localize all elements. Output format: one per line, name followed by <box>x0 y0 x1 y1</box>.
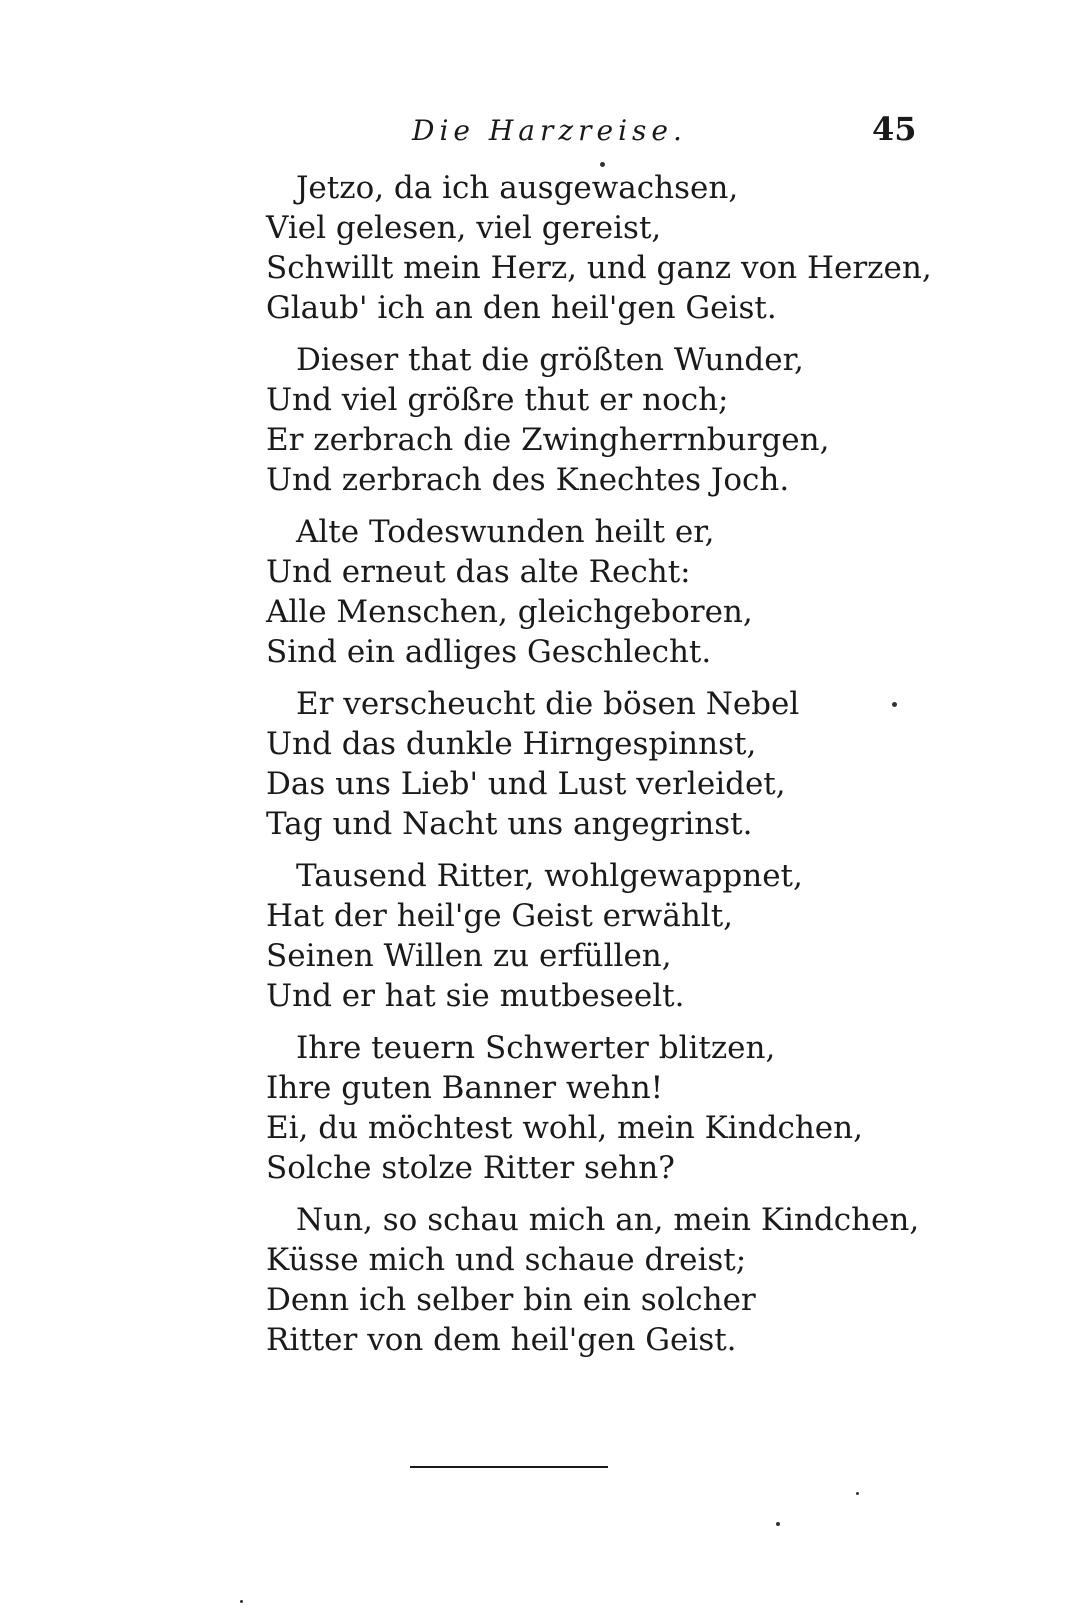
poem-line: Glaub' ich an den heil'gen Geist. <box>266 290 777 326</box>
poem-line: Und das dunkle Hirngespinnst, <box>266 726 757 762</box>
poem-line: Alte Todeswunden heilt er, <box>296 514 715 550</box>
poem-line: Solche stolze Ritter sehn? <box>266 1150 675 1186</box>
ink-speck <box>776 1522 780 1526</box>
poem-line: Seinen Willen zu erfüllen, <box>266 938 672 974</box>
stanza <box>266 1200 920 1360</box>
running-head <box>0 110 1092 154</box>
poem-line: Und er hat sie mutbeseelt. <box>266 978 685 1014</box>
ink-speck <box>600 162 605 167</box>
end-rule <box>410 1466 608 1468</box>
poem-line: Ritter von dem heil'gen Geist. <box>266 1322 737 1358</box>
poem-line: Küsse mich und schaue dreist; <box>266 1242 747 1278</box>
poem-line: Sind ein adliges Geschlecht. <box>266 634 712 670</box>
poem-line: Hat der heil'ge Geist erwählt, <box>266 898 734 934</box>
poem-line: Und viel größre thut er noch; <box>266 382 729 418</box>
poem-line: Das uns Lieb' und Lust verleidet, <box>266 766 786 802</box>
poem <box>266 168 932 1372</box>
poem-line: Schwillt mein Herz, und ganz von Herzen, <box>266 250 932 286</box>
ink-speck <box>240 1600 243 1603</box>
stanza <box>266 1028 906 1188</box>
poem-line: Er zerbrach die Zwingherrnburgen, <box>266 422 830 458</box>
poem-line: Nun, so schau mich an, mein Kindchen, <box>296 1202 920 1238</box>
ink-speck <box>856 1492 859 1495</box>
poem-line: Ihre teuern Schwerter blitzen, <box>296 1030 776 1066</box>
running-title: Die Harzreise. <box>412 114 687 147</box>
poem-line: Jetzo, da ich ausgewachsen, <box>296 170 739 206</box>
poem-line: Ihre guten Banner wehn! <box>266 1070 664 1106</box>
poem-line: Und erneut das alte Recht: <box>266 554 691 590</box>
stanza <box>266 856 906 1016</box>
poem-line: Er verscheucht die bösen Nebel <box>296 686 800 722</box>
stanza <box>266 168 932 328</box>
poem-line: Und zerbrach des Knechtes Joch. <box>266 462 790 498</box>
poem-line: Viel gelesen, viel gereist, <box>266 210 662 246</box>
poem-line: Ei, du möchtest wohl, mein Kindchen, <box>266 1110 863 1146</box>
poem-line: Tausend Ritter, wohlgewappnet, <box>296 858 803 894</box>
page-number: 45 <box>872 110 917 148</box>
poem-line: Denn ich selber bin ein solcher <box>266 1282 756 1318</box>
poem-line: Alle Menschen, gleichgeboren, <box>266 594 753 630</box>
stanza <box>266 684 906 844</box>
stanza <box>266 512 906 672</box>
poem-line: Dieser that die größten Wunder, <box>296 342 804 378</box>
poem-line: Tag und Nacht uns angegrinst. <box>266 806 753 842</box>
stanza <box>266 340 906 500</box>
ink-speck <box>892 702 897 707</box>
